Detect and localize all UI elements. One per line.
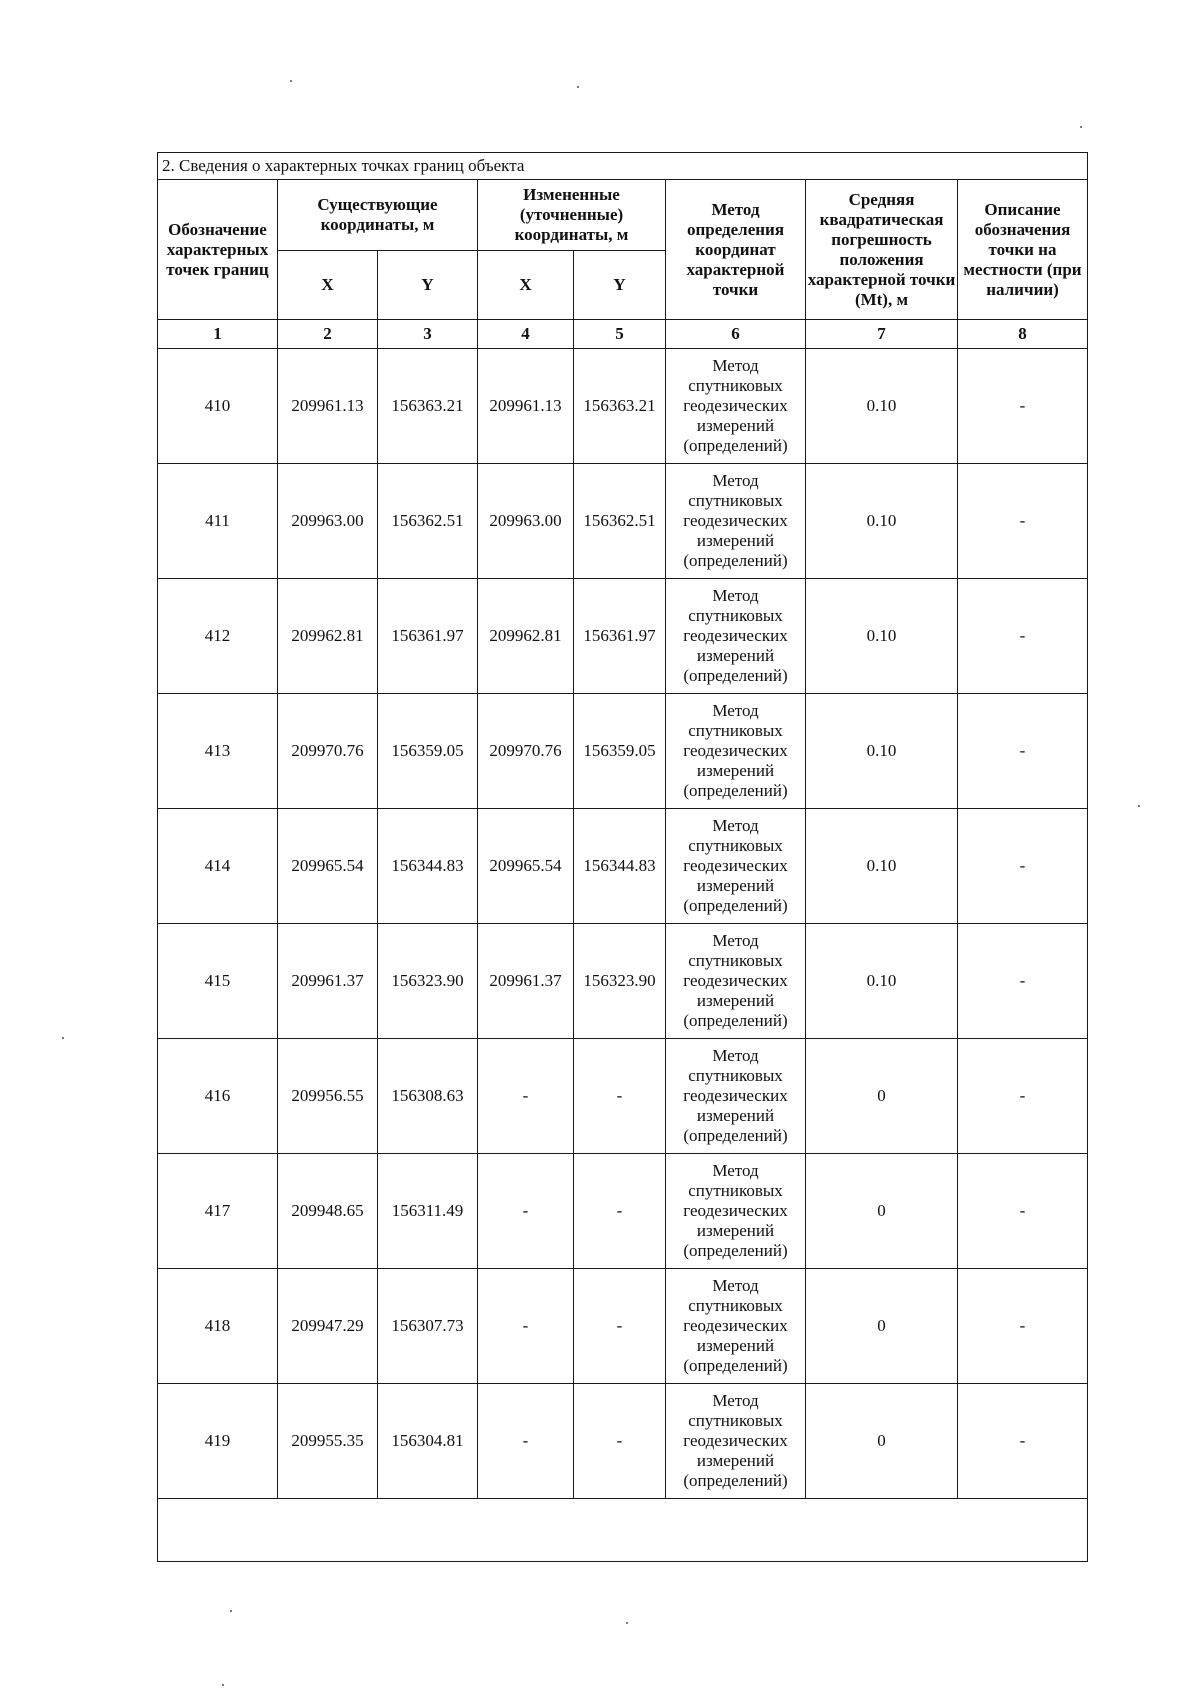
method-line: измерений xyxy=(696,416,775,435)
column-number: 8 xyxy=(958,320,1088,349)
header-method: Метод определения координат характерной точки xyxy=(666,180,806,320)
mean-error: 0.10 xyxy=(806,809,958,924)
method-line: спутниковых xyxy=(688,606,783,625)
table-row xyxy=(158,579,1088,694)
boundary-points-sheet xyxy=(157,152,1087,1562)
method-line: геодезических xyxy=(683,1316,788,1335)
changed-y: 156362.51 xyxy=(574,464,666,579)
table-row xyxy=(158,1039,1088,1154)
existing-x: 209963.00 xyxy=(278,464,378,579)
existing-y: 156323.90 xyxy=(378,924,478,1039)
mean-error: 0.10 xyxy=(806,694,958,809)
method-line: геодезических xyxy=(683,1201,788,1220)
header-existing-x: X xyxy=(278,251,378,320)
scan-speck xyxy=(577,86,579,88)
point-id: 419 xyxy=(158,1384,278,1499)
method-line: (определений) xyxy=(683,436,788,455)
scan-speck xyxy=(230,1610,232,1612)
changed-x: 209965.54 xyxy=(478,809,574,924)
table-row xyxy=(158,694,1088,809)
method-line: спутниковых xyxy=(688,1296,783,1315)
method-line: измерений xyxy=(696,1451,775,1470)
existing-x: 209955.35 xyxy=(278,1384,378,1499)
table-row xyxy=(158,1384,1088,1499)
scan-speck xyxy=(1138,805,1140,807)
existing-x: 209947.29 xyxy=(278,1269,378,1384)
changed-y: 156323.90 xyxy=(574,924,666,1039)
method-line: (определений) xyxy=(683,1471,788,1490)
changed-y: - xyxy=(574,1384,666,1499)
mean-error: 0.10 xyxy=(806,349,958,464)
point-description: - xyxy=(958,1384,1088,1499)
scan-speck xyxy=(62,1037,64,1039)
method-line: Метод xyxy=(712,586,759,605)
changed-x: - xyxy=(478,1039,574,1154)
method-line: геодезических xyxy=(683,1431,788,1450)
method-line: спутниковых xyxy=(688,376,783,395)
point-id: 416 xyxy=(158,1039,278,1154)
header-point-designation: Обозначение характерных точек границ xyxy=(158,180,278,320)
existing-y: 156361.97 xyxy=(378,579,478,694)
existing-y: 156304.81 xyxy=(378,1384,478,1499)
method-cell xyxy=(666,694,806,809)
method-cell xyxy=(666,579,806,694)
existing-y: 156307.73 xyxy=(378,1269,478,1384)
method-line: Метод xyxy=(712,356,759,375)
changed-x: - xyxy=(478,1269,574,1384)
method-cell xyxy=(666,1384,806,1499)
point-id: 418 xyxy=(158,1269,278,1384)
point-id: 415 xyxy=(158,924,278,1039)
method-line: (определений) xyxy=(683,1126,788,1145)
method-line: Метод xyxy=(712,1391,759,1410)
method-line: геодезических xyxy=(683,396,788,415)
point-description: - xyxy=(958,1154,1088,1269)
header-changed-y: Y xyxy=(574,251,666,320)
existing-x: 209961.13 xyxy=(278,349,378,464)
existing-x: 209970.76 xyxy=(278,694,378,809)
method-line: геодезических xyxy=(683,1086,788,1105)
changed-x: 209961.13 xyxy=(478,349,574,464)
method-cell xyxy=(666,1039,806,1154)
header-description: Описание обозначения точки на местности (при наличии) xyxy=(958,180,1088,320)
point-id: 411 xyxy=(158,464,278,579)
header-existing-y: Y xyxy=(378,251,478,320)
changed-y: 156344.83 xyxy=(574,809,666,924)
existing-y: 156344.83 xyxy=(378,809,478,924)
existing-y: 156363.21 xyxy=(378,349,478,464)
method-line: измерений xyxy=(696,761,775,780)
method-line: (определений) xyxy=(683,781,788,800)
point-description: - xyxy=(958,349,1088,464)
method-line: геодезических xyxy=(683,511,788,530)
method-line: геодезических xyxy=(683,741,788,760)
method-line: Метод xyxy=(712,701,759,720)
method-line: спутниковых xyxy=(688,951,783,970)
method-line: Метод xyxy=(712,931,759,950)
method-cell xyxy=(666,924,806,1039)
point-id: 413 xyxy=(158,694,278,809)
header-mean-error: Средняя квадратическая погрешность положения характерной точки (Mt), м xyxy=(806,180,958,320)
mean-error: 0 xyxy=(806,1154,958,1269)
method-line: (определений) xyxy=(683,1356,788,1375)
method-line: спутниковых xyxy=(688,1181,783,1200)
method-line: (определений) xyxy=(683,1241,788,1260)
changed-y: 156363.21 xyxy=(574,349,666,464)
changed-x: 209961.37 xyxy=(478,924,574,1039)
column-number: 4 xyxy=(478,320,574,349)
changed-y: - xyxy=(574,1039,666,1154)
method-line: измерений xyxy=(696,876,775,895)
point-id: 414 xyxy=(158,809,278,924)
point-description: - xyxy=(958,924,1088,1039)
table-row xyxy=(158,924,1088,1039)
header-changed-x: X xyxy=(478,251,574,320)
method-line: измерений xyxy=(696,646,775,665)
existing-y: 156308.63 xyxy=(378,1039,478,1154)
method-cell xyxy=(666,1154,806,1269)
table-title-row xyxy=(158,153,1088,180)
point-id: 410 xyxy=(158,349,278,464)
column-number: 1 xyxy=(158,320,278,349)
method-line: измерений xyxy=(696,1336,775,1355)
changed-x: 209962.81 xyxy=(478,579,574,694)
scan-speck xyxy=(1080,126,1082,128)
existing-x: 209961.37 xyxy=(278,924,378,1039)
method-line: (определений) xyxy=(683,666,788,685)
column-number: 2 xyxy=(278,320,378,349)
point-description: - xyxy=(958,464,1088,579)
method-line: измерений xyxy=(696,1221,775,1240)
changed-x: 209963.00 xyxy=(478,464,574,579)
method-line: измерений xyxy=(696,991,775,1010)
method-line: измерений xyxy=(696,1106,775,1125)
mean-error: 0 xyxy=(806,1269,958,1384)
method-line: (определений) xyxy=(683,896,788,915)
table-row xyxy=(158,464,1088,579)
mean-error: 0.10 xyxy=(806,579,958,694)
method-line: геодезических xyxy=(683,856,788,875)
method-cell xyxy=(666,349,806,464)
changed-y: - xyxy=(574,1269,666,1384)
existing-x: 209956.55 xyxy=(278,1039,378,1154)
mean-error: 0 xyxy=(806,1384,958,1499)
scan-speck xyxy=(626,1622,628,1624)
method-cell xyxy=(666,1269,806,1384)
method-line: Метод xyxy=(712,471,759,490)
method-line: геодезических xyxy=(683,626,788,645)
point-description: - xyxy=(958,1269,1088,1384)
point-description: - xyxy=(958,809,1088,924)
method-line: Метод xyxy=(712,1046,759,1065)
point-description: - xyxy=(958,1039,1088,1154)
column-number: 7 xyxy=(806,320,958,349)
column-number: 3 xyxy=(378,320,478,349)
existing-x: 209965.54 xyxy=(278,809,378,924)
changed-x: - xyxy=(478,1154,574,1269)
column-number-row xyxy=(158,320,1088,349)
scan-speck xyxy=(222,1684,224,1686)
changed-y: - xyxy=(574,1154,666,1269)
method-line: (определений) xyxy=(683,551,788,570)
changed-y: 156361.97 xyxy=(574,579,666,694)
mean-error: 0.10 xyxy=(806,464,958,579)
table-title: 2. Сведения о характерных точках границ объекта xyxy=(158,153,1088,180)
table-footer-row xyxy=(158,1499,1088,1562)
scan-speck xyxy=(290,80,292,82)
method-line: измерений xyxy=(696,531,775,550)
existing-y: 156359.05 xyxy=(378,694,478,809)
method-line: спутниковых xyxy=(688,1066,783,1085)
method-line: спутниковых xyxy=(688,836,783,855)
method-line: спутниковых xyxy=(688,1411,783,1430)
header-row-1 xyxy=(158,180,1088,251)
changed-x: 209970.76 xyxy=(478,694,574,809)
existing-y: 156311.49 xyxy=(378,1154,478,1269)
changed-x: - xyxy=(478,1384,574,1499)
header-existing-coords: Существующие координаты, м xyxy=(278,180,478,251)
point-description: - xyxy=(958,694,1088,809)
table-footer-empty xyxy=(158,1499,1088,1562)
mean-error: 0.10 xyxy=(806,924,958,1039)
table-row xyxy=(158,1154,1088,1269)
point-id: 412 xyxy=(158,579,278,694)
changed-y: 156359.05 xyxy=(574,694,666,809)
method-line: геодезических xyxy=(683,971,788,990)
method-line: Метод xyxy=(712,1276,759,1295)
point-id: 417 xyxy=(158,1154,278,1269)
table-row xyxy=(158,349,1088,464)
table-row xyxy=(158,1269,1088,1384)
column-number: 6 xyxy=(666,320,806,349)
point-description: - xyxy=(958,579,1088,694)
header-changed-coords: Измененные (уточненные) координаты, м xyxy=(478,180,666,251)
existing-y: 156362.51 xyxy=(378,464,478,579)
table-body xyxy=(158,349,1088,1562)
boundary-points-table xyxy=(157,152,1088,1562)
method-cell xyxy=(666,809,806,924)
method-line: Метод xyxy=(712,1161,759,1180)
method-line: Метод xyxy=(712,816,759,835)
method-cell xyxy=(666,464,806,579)
method-line: (определений) xyxy=(683,1011,788,1030)
mean-error: 0 xyxy=(806,1039,958,1154)
existing-x: 209948.65 xyxy=(278,1154,378,1269)
table-row xyxy=(158,809,1088,924)
column-number: 5 xyxy=(574,320,666,349)
method-line: спутниковых xyxy=(688,721,783,740)
existing-x: 209962.81 xyxy=(278,579,378,694)
method-line: спутниковых xyxy=(688,491,783,510)
